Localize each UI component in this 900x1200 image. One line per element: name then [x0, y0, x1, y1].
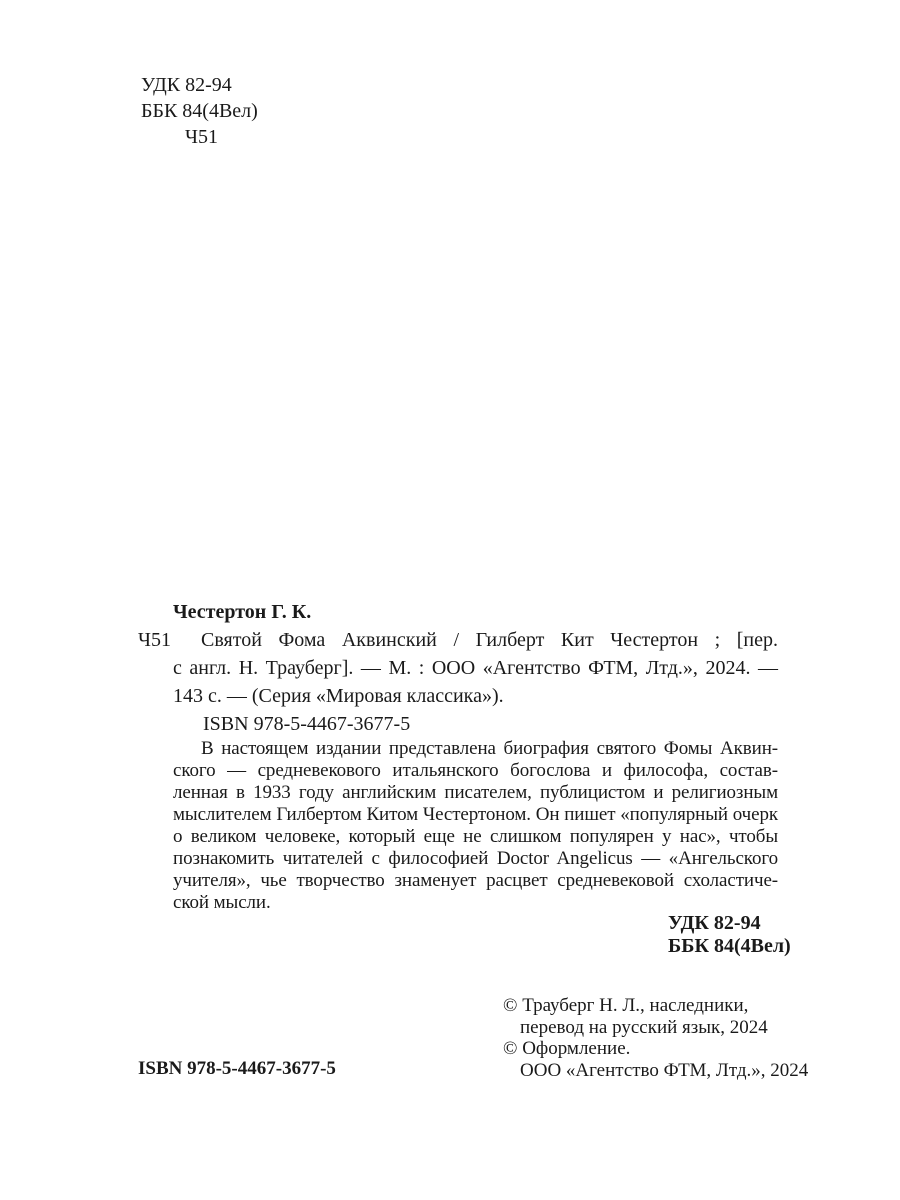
copyright-line-continuation: перевод на русский язык, 2024 [520, 1016, 768, 1038]
text-line: ской мысли. [173, 892, 271, 913]
copyright-line [503, 1038, 808, 1060]
copyright-text: Трауберг Н. Л., наследники, [522, 995, 749, 1016]
isbn-footer: ISBN 978-5-4467-3677-5 [138, 1058, 336, 1079]
author-sign-code: Ч51 [185, 126, 218, 148]
right-classification-block [668, 912, 791, 958]
catalog-card [138, 598, 778, 914]
udk-code-right: УДК 82-94 [668, 912, 761, 934]
text-line: В настоящем издании представлена биография святого Фомы Аквин- [201, 738, 778, 759]
isbn-card: ISBN 978-5-4467-3677-5 [203, 713, 411, 735]
text-line: ленная в 1933 году английским писателем, публицистом и религиозным [173, 782, 778, 803]
copyright-entry [503, 995, 808, 1038]
text-line: учителя», чье творчество знаменует расцвет средневековой схоластиче- [173, 870, 778, 891]
text-line: о великом человеке, который еще не слишком популярен у нас», чтобы [173, 826, 778, 847]
copyright-block [503, 995, 808, 1081]
top-classification-block [141, 72, 258, 150]
text-line: Святой Фома Аквинский / Гилберт Кит Честертон ; [пер. [201, 629, 778, 651]
text-line: с англ. Н. Трауберг]. — М. : ООО «Агентство ФТМ, Лтд.», 2024. — [173, 657, 778, 679]
udk-code: УДК 82-94 [141, 74, 232, 96]
copyright-entry [503, 1038, 808, 1081]
text-line: мыслителем Гилбертом Китом Честертоном. Он пишет «популярный очерк [173, 804, 778, 825]
text-line: ского — средневекового итальянского богослова и философа, состав- [173, 760, 778, 781]
bibliographic-description [173, 626, 778, 710]
bbk-code: ББК 84(4Вел) [141, 100, 258, 122]
annotation-paragraph [173, 738, 778, 914]
bibliographic-record [138, 626, 778, 710]
copyright-symbol: © [503, 995, 518, 1016]
copyright-line-continuation: ООО «Агентство ФТМ, Лтд.», 2024 [520, 1059, 809, 1081]
copyright-text: Оформление. [522, 1038, 631, 1059]
margin-author-sign: Ч51 [138, 629, 171, 651]
author-heading: Честертон Г. К. [173, 601, 312, 623]
text-line: познакомить читателей с философией Doctor Angelicus — «Ангельского [173, 848, 778, 869]
copyright-symbol: © [503, 1038, 518, 1059]
bbk-code-right: ББК 84(4Вел) [668, 935, 791, 957]
copyright-line [503, 995, 808, 1017]
text-line: 143 с. — (Серия «Мировая классика»). [173, 685, 504, 707]
